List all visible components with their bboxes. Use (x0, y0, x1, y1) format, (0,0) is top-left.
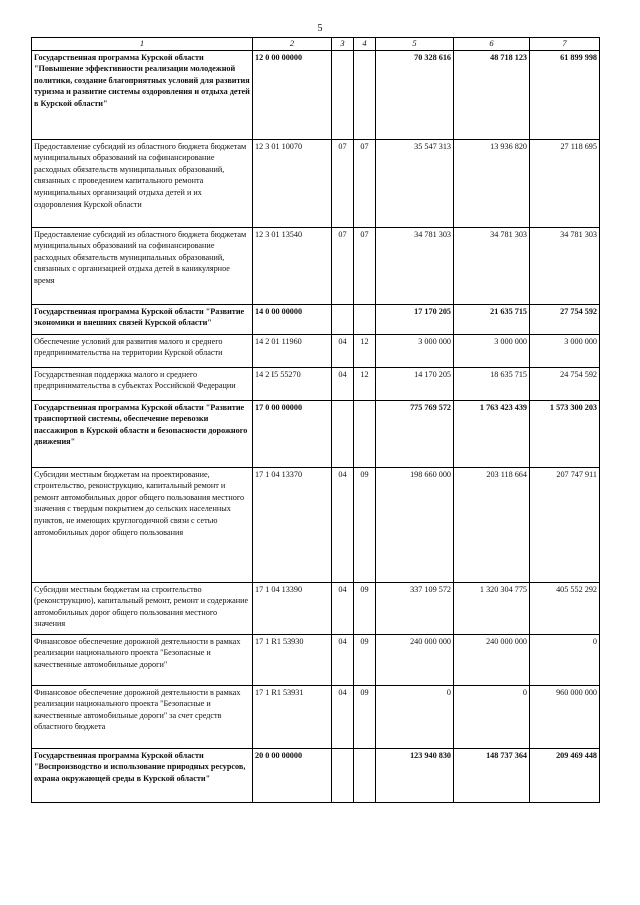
row-description: Предоставление субсидий из областного бюджета бюджетам муниципальных образований на софинансирование расходных обязательств муниципальных образований, связанных с организацией отдыха детей в каникулярное время (32, 227, 253, 304)
amount-col-5: 775 769 572 (376, 400, 454, 467)
amount-col-5: 14 170 205 (376, 367, 454, 400)
amount-col-5: 123 940 830 (376, 748, 454, 802)
row-description: Предоставление субсидий из областного бюджета бюджетам муниципальных образований на софинансирование расходных обязательств муниципальных образований, связанных с проведением капитального ремонта муниципальных организаций отдыха детей и их оздоровления Курской области (32, 139, 253, 227)
column-header: 7 (530, 38, 600, 51)
row-description: Субсидии местным бюджетам на строительство (реконструкцию), капитальный ремонт, ремонт и содержание автомобильных дорог общего пользования местного значения (32, 582, 253, 634)
row-description: Обеспечение условий для развития малого и среднего предпринимательства на территории Курской области (32, 334, 253, 367)
amount-col-6: 34 781 303 (454, 227, 530, 304)
program-row (32, 400, 600, 467)
subsection-code: 12 (354, 334, 376, 367)
section-code (332, 748, 354, 802)
column-header: 2 (253, 38, 332, 51)
target-article-code: 17 1 R1 53930 (253, 634, 332, 685)
amount-col-7: 34 781 303 (530, 227, 600, 304)
target-article-code: 17 1 04 13390 (253, 582, 332, 634)
amount-col-7: 0 (530, 634, 600, 685)
subsection-code: 07 (354, 139, 376, 227)
amount-col-6: 18 635 715 (454, 367, 530, 400)
table-row (32, 367, 600, 400)
table-header-row (32, 38, 600, 51)
amount-col-6: 3 000 000 (454, 334, 530, 367)
row-description: Государственная программа Курской области "Воспроизводство и использование природных ресурсов, охрана окружающей среды в Курской области" (32, 748, 253, 802)
section-code: 04 (332, 467, 354, 582)
column-header: 6 (454, 38, 530, 51)
row-description: Государственная программа Курской области "Развитие транспортной системы, обеспечение перевозки пассажиров в Курской области и безопасности дорожного движения" (32, 400, 253, 467)
amount-col-7: 960 000 000 (530, 685, 600, 748)
table-row (32, 685, 600, 748)
table-row (32, 467, 600, 582)
amount-col-6: 148 737 364 (454, 748, 530, 802)
table-row (32, 582, 600, 634)
amount-col-7: 1 573 300 203 (530, 400, 600, 467)
section-code (332, 400, 354, 467)
amount-col-5: 240 000 000 (376, 634, 454, 685)
amount-col-6: 203 118 664 (454, 467, 530, 582)
target-article-code: 14 2 01 11960 (253, 334, 332, 367)
section-code: 07 (332, 227, 354, 304)
target-article-code: 17 0 00 00000 (253, 400, 332, 467)
amount-col-5: 70 328 616 (376, 50, 454, 139)
target-article-code: 17 1 R1 53931 (253, 685, 332, 748)
column-header: 4 (354, 38, 376, 51)
subsection-code: 09 (354, 582, 376, 634)
subsection-code (354, 50, 376, 139)
amount-col-7: 405 552 292 (530, 582, 600, 634)
target-article-code: 12 3 01 13540 (253, 227, 332, 304)
subsection-code: 09 (354, 685, 376, 748)
amount-col-7: 27 754 592 (530, 304, 600, 334)
amount-col-6: 0 (454, 685, 530, 748)
column-header: 1 (32, 38, 253, 51)
row-description: Финансовое обеспечение дорожной деятельности в рамках реализации национального проекта "Безопасные и качественные автомобильные дороги" (32, 634, 253, 685)
row-description: Финансовое обеспечение дорожной деятельности в рамках реализации национального проекта "Безопасные и качественные автомобильные дороги" за счет средств областного бюджета (32, 685, 253, 748)
amount-col-7: 24 754 592 (530, 367, 600, 400)
subsection-code: 12 (354, 367, 376, 400)
amount-col-5: 0 (376, 685, 454, 748)
program-row (32, 748, 600, 802)
target-article-code: 17 1 04 13370 (253, 467, 332, 582)
column-header: 3 (332, 38, 354, 51)
amount-col-7: 209 469 448 (530, 748, 600, 802)
target-article-code: 12 3 01 10070 (253, 139, 332, 227)
amount-col-6: 1 320 304 775 (454, 582, 530, 634)
subsection-code: 07 (354, 227, 376, 304)
amount-col-6: 48 718 123 (454, 50, 530, 139)
amount-col-6: 13 936 820 (454, 139, 530, 227)
amount-col-5: 34 781 303 (376, 227, 454, 304)
amount-col-5: 198 660 000 (376, 467, 454, 582)
section-code (332, 304, 354, 334)
row-description: Государственная программа Курской области "Повышение эффективности реализации молодежной политики, создание благоприятных условий для развития туризма и развитие системы оздоровления и отдыха детей в Курской области" (32, 50, 253, 139)
amount-col-6: 1 763 423 439 (454, 400, 530, 467)
table-row (32, 334, 600, 367)
page-number: 5 (317, 23, 323, 34)
amount-col-7: 27 118 695 (530, 139, 600, 227)
program-row (32, 304, 600, 334)
subsection-code (354, 304, 376, 334)
section-code: 07 (332, 139, 354, 227)
amount-col-5: 35 547 313 (376, 139, 454, 227)
section-code: 04 (332, 582, 354, 634)
amount-col-7: 3 000 000 (530, 334, 600, 367)
amount-col-6: 240 000 000 (454, 634, 530, 685)
row-description: Субсидии местным бюджетам на проектирование, строительство, реконструкцию, капитальный ремонт и ремонт автомобильных дорог общего пользования местного значения с твердым покрытием до сельских населенных пунктов, не имеющих круглогодичной связи с сетью автомобильных дорог общего пользования (32, 467, 253, 582)
section-code: 04 (332, 634, 354, 685)
program-row (32, 50, 600, 139)
row-description: Государственная программа Курской области "Развитие экономики и внешних связей Курской области" (32, 304, 253, 334)
section-code: 04 (332, 367, 354, 400)
subsection-code: 09 (354, 467, 376, 582)
budget-table (31, 37, 600, 803)
amount-col-6: 21 635 715 (454, 304, 530, 334)
column-header: 5 (376, 38, 454, 51)
table-row (32, 634, 600, 685)
amount-col-7: 207 747 911 (530, 467, 600, 582)
table-body (32, 38, 600, 803)
section-code (332, 50, 354, 139)
amount-col-5: 17 170 205 (376, 304, 454, 334)
subsection-code (354, 400, 376, 467)
table-row (32, 227, 600, 304)
row-description: Государственная поддержка малого и среднего предпринимательства в субъектах Российской Федерации (32, 367, 253, 400)
amount-col-5: 337 109 572 (376, 582, 454, 634)
amount-col-7: 61 899 998 (530, 50, 600, 139)
target-article-code: 14 0 00 00000 (253, 304, 332, 334)
section-code: 04 (332, 685, 354, 748)
subsection-code: 09 (354, 634, 376, 685)
subsection-code (354, 748, 376, 802)
table-row (32, 139, 600, 227)
amount-col-5: 3 000 000 (376, 334, 454, 367)
target-article-code: 20 0 00 00000 (253, 748, 332, 802)
target-article-code: 12 0 00 00000 (253, 50, 332, 139)
section-code: 04 (332, 334, 354, 367)
target-article-code: 14 2 I5 55270 (253, 367, 332, 400)
